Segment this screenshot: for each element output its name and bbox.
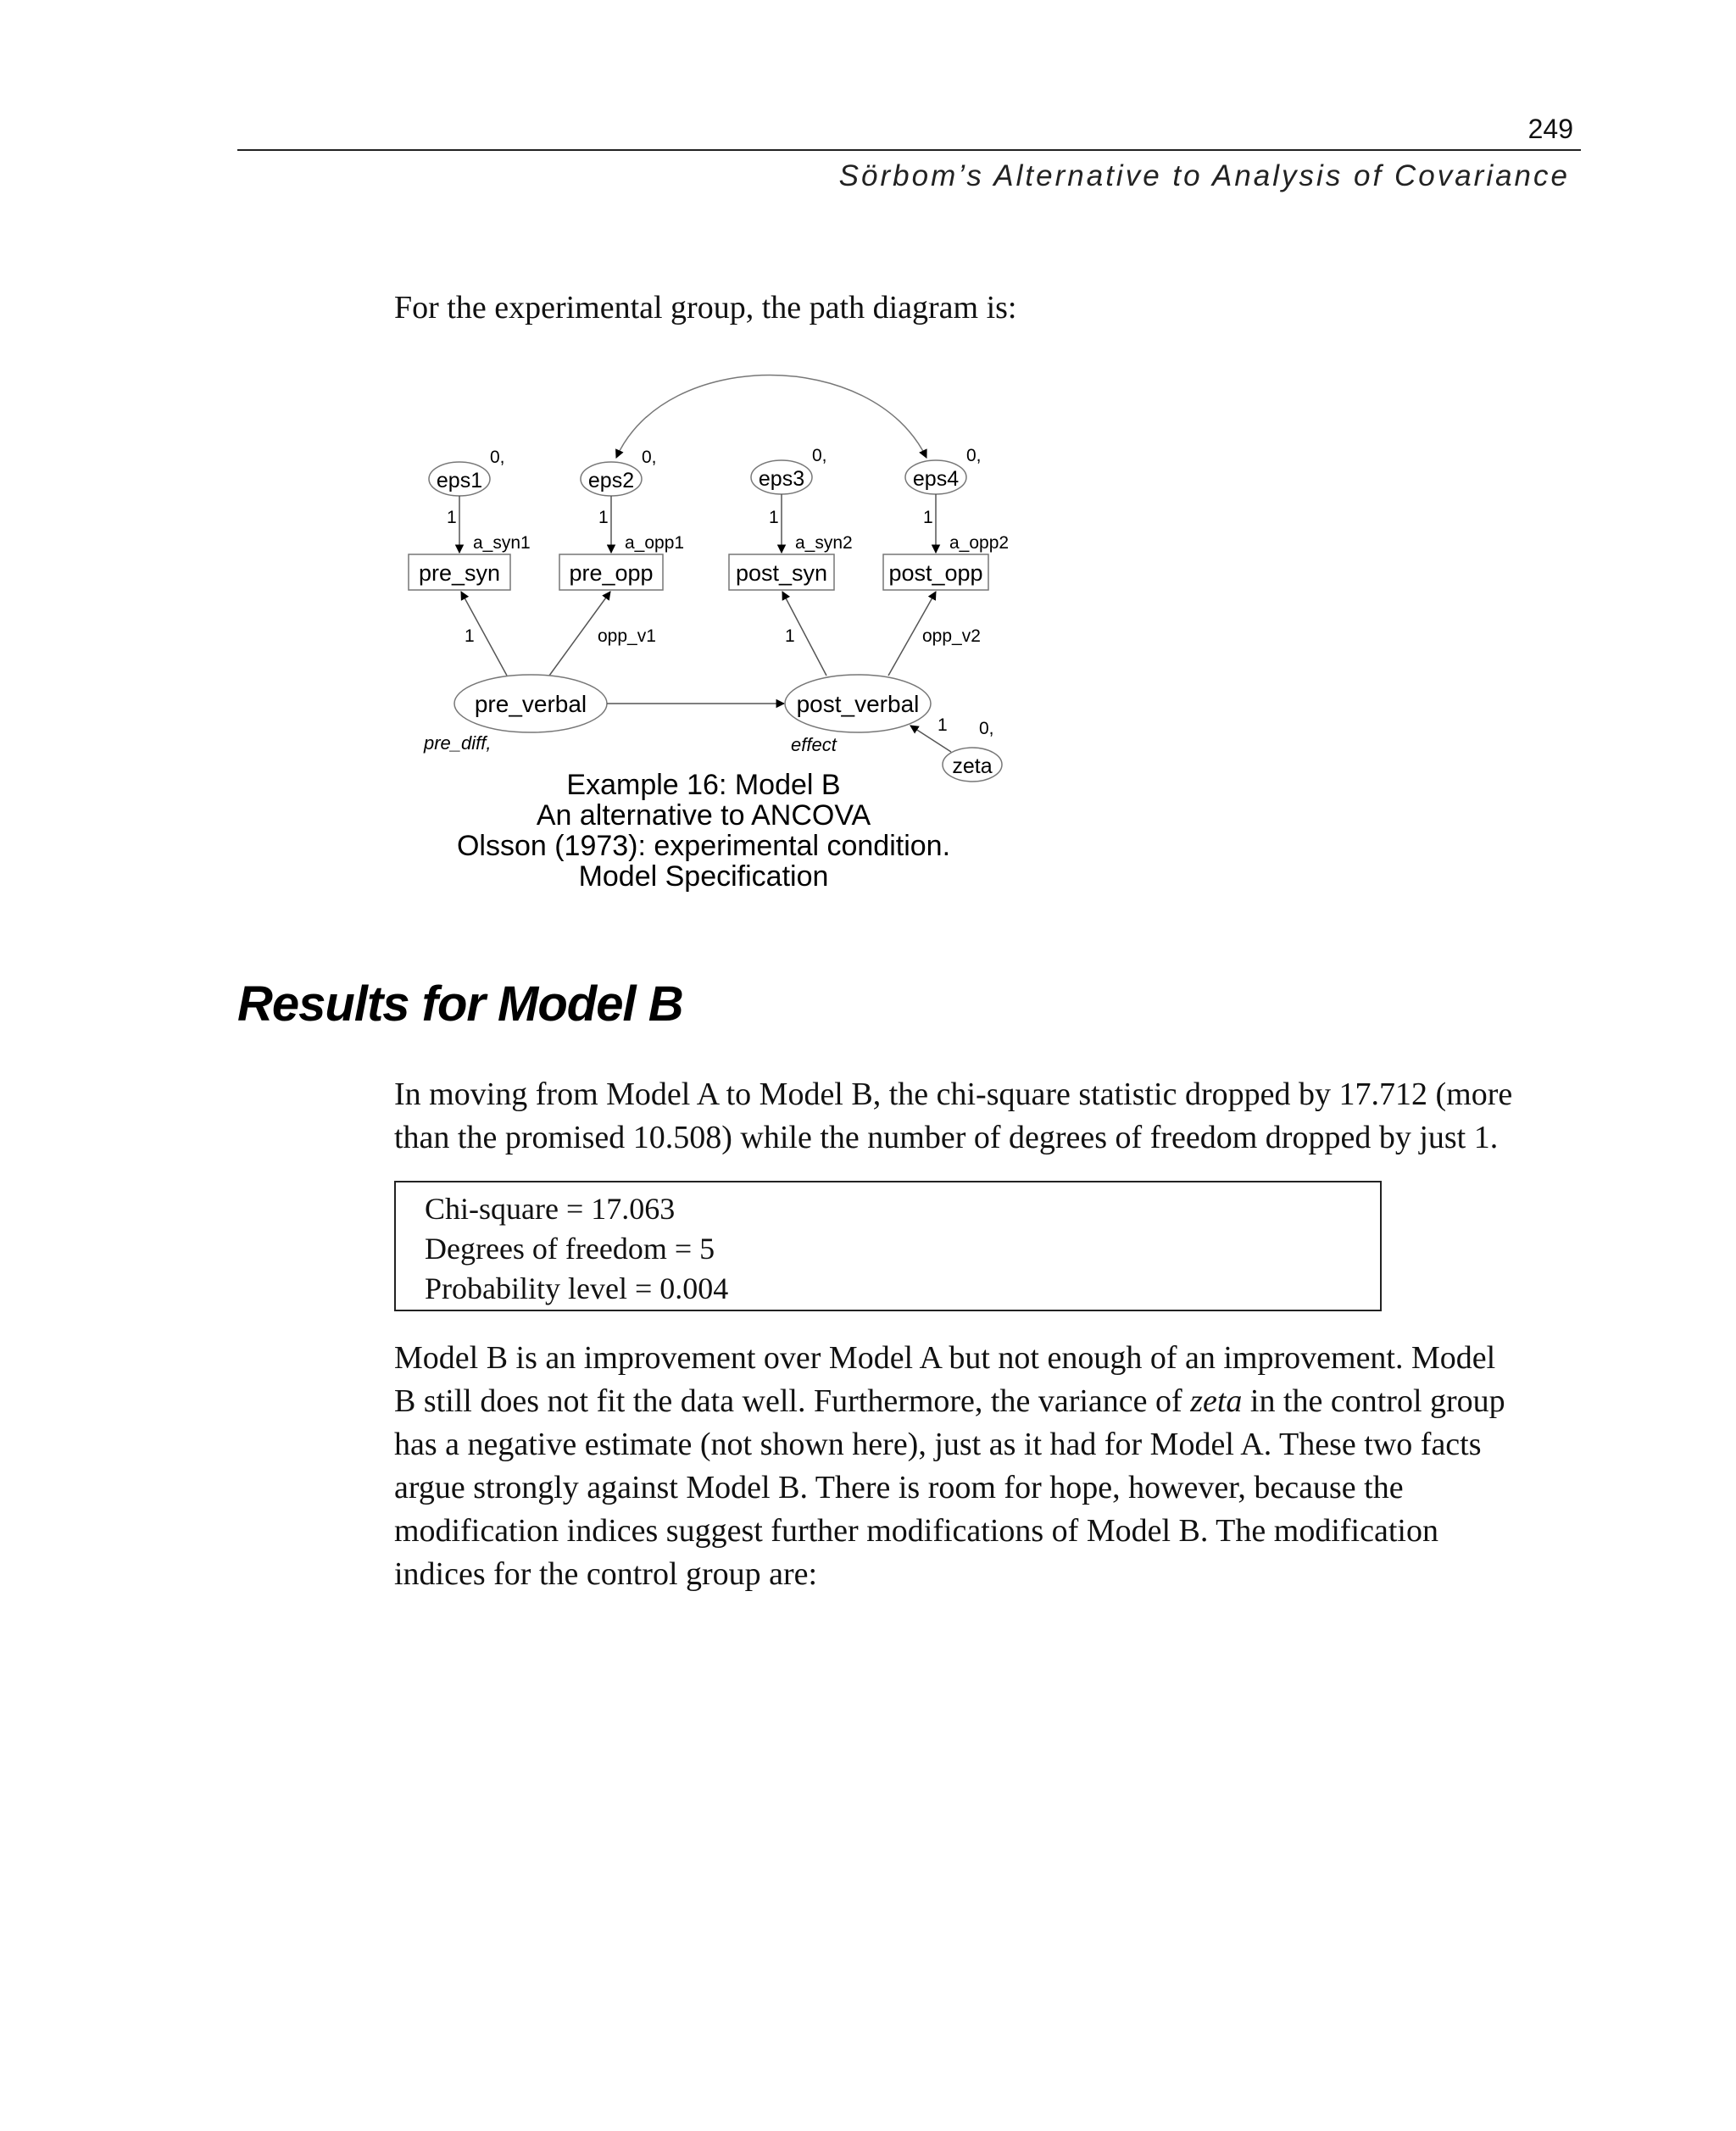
observed-post-opp-label: post_opp [888,560,983,586]
paragraph2-line-6: indices for the control group are: [394,1556,818,1592]
paragraph2-line-1: Model B is an improvement over Model A but not enough of an improvement. Model [394,1340,1496,1376]
paragraph2-line-3: has a negative estimate (not shown here), just as it had for Model A. These two facts [394,1427,1482,1462]
eps3-weight: 1 [769,508,779,527]
latent-pre-verbal [454,675,607,732]
latent-post-verbal-label: post_verbal [796,691,920,717]
error-eps4-label: eps4 [912,467,960,491]
paragraph1-line-1: In moving from Model A to Model B, the chi-square statistic dropped by 17.712 (more [394,1077,1513,1112]
paragraph2-line-2-end: in the control group [1242,1383,1505,1419]
intercept-a-syn1: a_syn1 [473,533,531,553]
caption-line-1: Example 16: Model B [566,769,841,801]
residual-zeta-label: zeta [952,754,993,778]
error-eps1-mean: 0, [490,448,505,467]
error-eps2 [581,448,657,496]
error-eps1 [429,448,505,496]
pre-verbal-variance-label: pre_diff, [424,732,492,754]
observed-pre-opp [559,554,663,590]
error-eps4-mean: 0, [966,446,982,465]
section-heading: Results for Model B [237,976,683,1032]
observed-pre-syn-label: pre_syn [418,560,501,586]
page-number: 249 [1527,114,1573,144]
paragraph2-line-2 [394,1380,1581,1423]
intro-text: For the experimental group, the path diagram is: [394,290,1017,325]
paragraph-model-b-evaluation [394,1337,1581,1596]
eps1-weight: 1 [447,508,457,527]
paragraph1-line-2: than the promised 10.508) while the number of degrees of freedom dropped by just 1. [394,1120,1499,1155]
error-eps3-label: eps3 [758,467,805,491]
residual-zeta [943,719,1002,782]
paragraph2-line-5: modification indices suggest further modifications of Model B. The modification [394,1513,1438,1549]
intercept-a-opp2: a_opp2 [949,533,1010,553]
caption-line-4: Model Specification [578,860,829,893]
loading-pre-opp: opp_v1 [598,626,656,646]
observed-post-syn [729,554,834,590]
intercept-a-opp1: a_opp1 [625,533,685,553]
degrees-of-freedom-line: Degrees of freedom = 5 [425,1232,715,1266]
covariance-arc [616,376,926,459]
error-eps4 [905,446,982,494]
chi-square-line: Chi-square = 17.063 [425,1192,676,1226]
latent-pre-verbal-label: pre_verbal [474,691,587,717]
zeta-emphasis: zeta [1190,1383,1243,1419]
paragraph2-line-4: argue strongly against Model B. There is room for hope, however, because the [394,1470,1404,1505]
eps4-weight: 1 [923,508,933,527]
observed-post-syn-label: post_syn [735,560,828,586]
paragraph2-line-2-start: B still does not fit the data well. Furthermore, the variance of [394,1383,1191,1419]
error-eps2-label: eps2 [587,469,635,492]
paragraph-chi-square-drop [394,1073,1581,1160]
latent-post-verbal [785,675,931,732]
error-eps3-mean: 0, [812,446,827,465]
loading-post-syn: 1 [785,626,795,646]
running-header: Sörbom’s Alternative to Analysis of Covariance [838,159,1570,192]
zeta-weight: 1 [938,715,948,735]
observed-post-opp [883,554,988,590]
error-eps2-mean: 0, [642,448,657,467]
zeta-mean: 0, [979,719,994,738]
caption-line-2: An alternative to ANCOVA [536,799,871,832]
header-rule [237,149,1581,151]
loading-post-opp: opp_v2 [922,626,981,646]
intercept-a-syn2: a_syn2 [795,533,853,553]
observed-pre-opp-label: pre_opp [569,560,654,586]
loading-pre-syn: 1 [465,626,475,646]
caption-line-3: Olsson (1973): experimental condition. [456,830,951,862]
observed-pre-syn [409,554,510,590]
effect-label: effect [791,734,837,755]
probability-level-line: Probability level = 0.004 [425,1271,729,1305]
path-diagram [398,343,1043,911]
fit-statistics-box [394,1181,1382,1311]
eps2-weight: 1 [598,508,609,527]
error-eps1-label: eps1 [436,469,483,492]
error-eps3 [751,446,827,494]
